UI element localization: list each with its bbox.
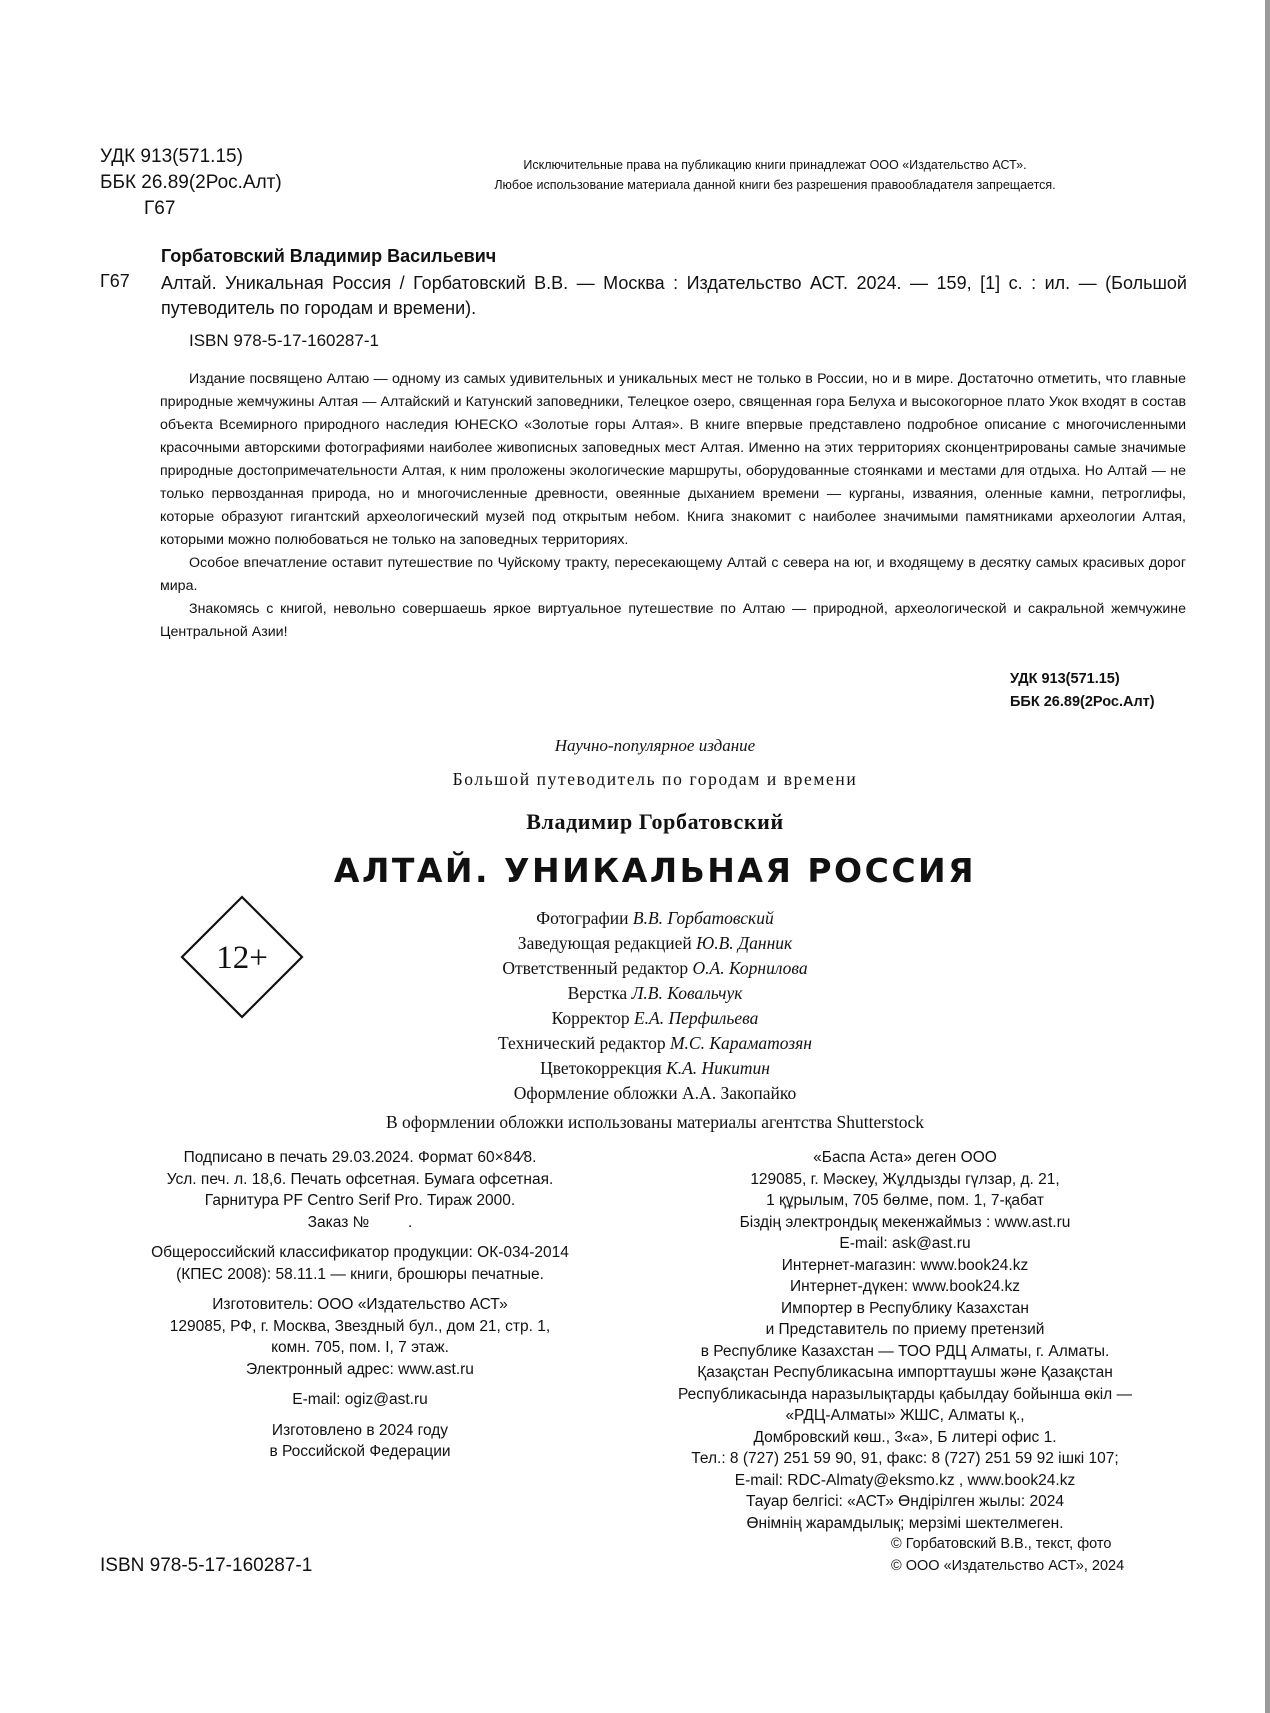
imprint-line: комн. 705, пом. I, 7 этаж. (271, 1339, 449, 1356)
age-rating-badge (180, 895, 304, 1019)
imprint-line: Усл. печ. л. 18,6. Печать офсетная. Бумага офсетная. (166, 1170, 554, 1188)
imprint-line: в Российской Федерации (269, 1443, 451, 1460)
credit-role: Технический редактор (498, 1033, 666, 1053)
spacer (120, 1411, 600, 1420)
credit-person: К.А. Никитин (666, 1058, 770, 1078)
imprint-line: Тел.: 8 (727) 251 59 90, 91, факс: 8 (727) 251 59 92 ішкі 107; (691, 1450, 1119, 1467)
imprint-line: Гарнитура PF Centro Serif Pro. Тираж 2000. (204, 1192, 516, 1209)
rights-notice (420, 155, 1130, 195)
imprint-line: Изготовлено в 2024 году (271, 1421, 449, 1439)
imprint-line: в Республике Казахстан — ТОО РДЦ Алматы, г. Алматы. (700, 1342, 1110, 1360)
spacer (120, 1233, 600, 1242)
spacer (120, 1380, 600, 1389)
credit-person: Л.В. Ковальчук (631, 983, 743, 1003)
classification-block (100, 144, 282, 222)
imprint-line: «РДЦ-Алматы» ЖШС, Алматы қ., (785, 1407, 1025, 1424)
annotation-paragraph: Издание посвящено Алтаю — одному из самых удивительных и уникальных мест не только в России, но и в мире. Достаточно отметить, что главные природные жемчужины Алтая — Алтайский и Катунский заповедники, Телецкое озеро, священная гора Белуха и высокогорное плато Укок входят в состав объекта Всемирного природного наследия ЮНЕСКО «Золотые горы Алтая». В книге впервые представлено подробное описание с многочисленными красочными авторскими фотографиями наиболее живописных заповедных мест Алтая. Именно на этих территориях сконцентрированы самые значимые природные достопримечательности Алтая, к ним проложены экологические маршруты, оборудованные стоянками и местами для отдыха. Но Алтай — не только первозданная природа, но и многочисленные древности, овеянные дыханием времени — курганы, изваяния, оленные камни, петроглифы, которые образуют гигантский археологический музей под открытым небом. Книга знакомит с наиболее значимыми памятниками археологии Алтая, которыми можно полюбоваться не только на заповедных территориях. (160, 371, 1186, 548)
imprint-line: Изготовитель: ООО «Издательство АСТ» (212, 1296, 508, 1313)
spacer (120, 1285, 600, 1294)
imprint-line: 129085, г. Мәскеу, Жұлдызды гүлзар, д. 21, (750, 1170, 1060, 1188)
credits-list (345, 906, 965, 1106)
edition-kind: Научно-популярное издание (554, 736, 756, 755)
annotation-paragraph: Особое впечатление оставит путешествие по Чуйскому тракту, пересекающему Алтай с севера на юг, и входящему в десятку самых красивых дорог мира. (160, 555, 1186, 594)
author-mark: Г67 (144, 198, 176, 219)
bbk-code: ББК 26.89(2Рос.Алт) (100, 172, 282, 193)
credit-line (345, 1056, 965, 1081)
imprint-line: 1 құрылым, 705 бөлме, пом. 1, 7-қабат (766, 1192, 1044, 1209)
credit-role: Верстка (567, 983, 628, 1003)
imprint-line: Импортер в Республику Казахстан (781, 1299, 1029, 1317)
imprint-line: Интернет-магазин: www.book24.kz (781, 1256, 1029, 1274)
bibliographic-description: Алтай. Уникальная Россия / Горбатовский В.В. — Москва : Издательство АСТ. 2024. — 159, [1] с. : ил. — (Большой путеводитель по городам и времени). (161, 273, 1187, 318)
imprint-line: 129085, РФ, г. Москва, Звездный бул., дом 21, стр. 1, (169, 1317, 551, 1335)
imprint-right (650, 1147, 1160, 1534)
imprint-line: E-mail: RDC-Almaty@eksmo.kz , www.book24.kz (734, 1471, 1076, 1489)
credit-line (345, 956, 965, 981)
udk-code: УДК 913(571.15) (100, 146, 243, 167)
credit-role: Корректор (551, 1008, 630, 1028)
credit-line (345, 931, 965, 956)
bbk-code-footer: ББК 26.89(2Рос.Алт) (1010, 694, 1155, 710)
imprint-line: Электронный адрес: www.ast.ru (246, 1360, 474, 1378)
rights-line: Исключительные права на публикацию книги принадлежат ООО «Издательство АСТ». (523, 158, 1027, 172)
rights-line: Любое использование материала данной книги без разрешения правообладателя запрещается. (494, 178, 1056, 192)
cover-note: В оформлении обложки использованы материалы агентства Shutterstock (386, 1112, 924, 1132)
bibliographic-mark: Г67 (100, 271, 130, 291)
imprint-line: Домбровский көш., 3«а», Б литері офис 1. (753, 1428, 1057, 1446)
credit-person: Е.А. Перфильева (633, 1008, 759, 1028)
imprint-line: «Баспа Аста» деген ООО (813, 1149, 997, 1166)
imprint-line: E-mail: ogiz@ast.ru (292, 1391, 428, 1408)
credit-role: Цветокоррекция (540, 1058, 662, 1078)
credit-role: Фотографии (536, 908, 629, 928)
credit-person: Ю.В. Данник (696, 933, 793, 953)
imprint-line: E-mail: ask@ast.ru (839, 1235, 971, 1252)
imprint-line: и Представитель по приему претензий (765, 1321, 1045, 1338)
imprint-line: Біздің электрондық мекенжаймыз : www.ast.ru (739, 1213, 1071, 1231)
imprint-line: Өнімнің жарамдылық; мерзімі шектелмеген. (746, 1514, 1064, 1532)
credit-person: В.В. Горбатовский (632, 908, 774, 928)
book-author: Владимир Горбатовский (526, 809, 784, 834)
book-title: АЛТАЙ. УНИКАЛЬНАЯ РОССИЯ (333, 851, 977, 890)
page-edge (1265, 0, 1270, 1713)
credit-person: О.А. Корнилова (692, 958, 808, 978)
classification-footer (1010, 668, 1155, 714)
credit-line (345, 1031, 965, 1056)
age-rating-label: 12+ (216, 940, 268, 976)
credit-person: М.С. Караматозян (669, 1033, 812, 1053)
credit-role: Оформление обложки (513, 1083, 678, 1103)
imprint-line: Общероссийский классификатор продукции: ОК-034-2014 (151, 1244, 569, 1261)
imprint-line: (КПЕС 2008): 58.11.1 — книги, брошюры печатные. (176, 1265, 544, 1283)
imprint-line: Подписано в печать 29.03.2024. Формат 60×84⁄8. (183, 1149, 537, 1166)
imprint-line: Заказ № . (307, 1213, 413, 1231)
credit-line (345, 1081, 965, 1106)
credit-role: Заведующая редакцией (517, 933, 692, 953)
imprint-line: Тауар белгісі: «АСТ» Өндірілген жылы: 2024 (746, 1493, 1064, 1510)
imprint-line: Қазақстан Республикасына импорттаушы және Қазақстан (697, 1364, 1113, 1381)
isbn-bottom: ISBN 978-5-17-160287-1 (100, 1555, 313, 1576)
credit-line (345, 981, 965, 1006)
isbn-record: ISBN 978-5-17-160287-1 (189, 331, 379, 350)
imprint-left (120, 1147, 600, 1463)
imprint-line: Республикасында наразылықтарды қабылдау бойынша өкіл — (677, 1385, 1133, 1403)
credit-line (345, 1006, 965, 1031)
imprint-line: Интернет-дүкен: www.book24.kz (789, 1278, 1021, 1295)
annotation (160, 368, 1186, 644)
series-title: Большой путеводитель по городам и времени (452, 769, 858, 789)
credit-person: А.А. Закопайко (682, 1083, 797, 1103)
bibliographic-author: Горбатовский Владимир Васильевич (161, 246, 497, 266)
copyright-line: © Горбатовский В.В., текст, фото (891, 1536, 1112, 1552)
udk-code-footer: УДК 913(571.15) (1010, 671, 1120, 687)
credit-role: Ответственный редактор (502, 958, 689, 978)
copyright-block (891, 1533, 1124, 1577)
annotation-paragraph: Знакомясь с книгой, невольно совершаешь яркое виртуальное путешествие по Алтаю — природной, археологической и сакральной жемчужине Центральной Азии! (160, 601, 1186, 640)
credit-line (345, 906, 965, 931)
copyright-line: © ООО «Издательство АСТ», 2024 (891, 1558, 1125, 1574)
